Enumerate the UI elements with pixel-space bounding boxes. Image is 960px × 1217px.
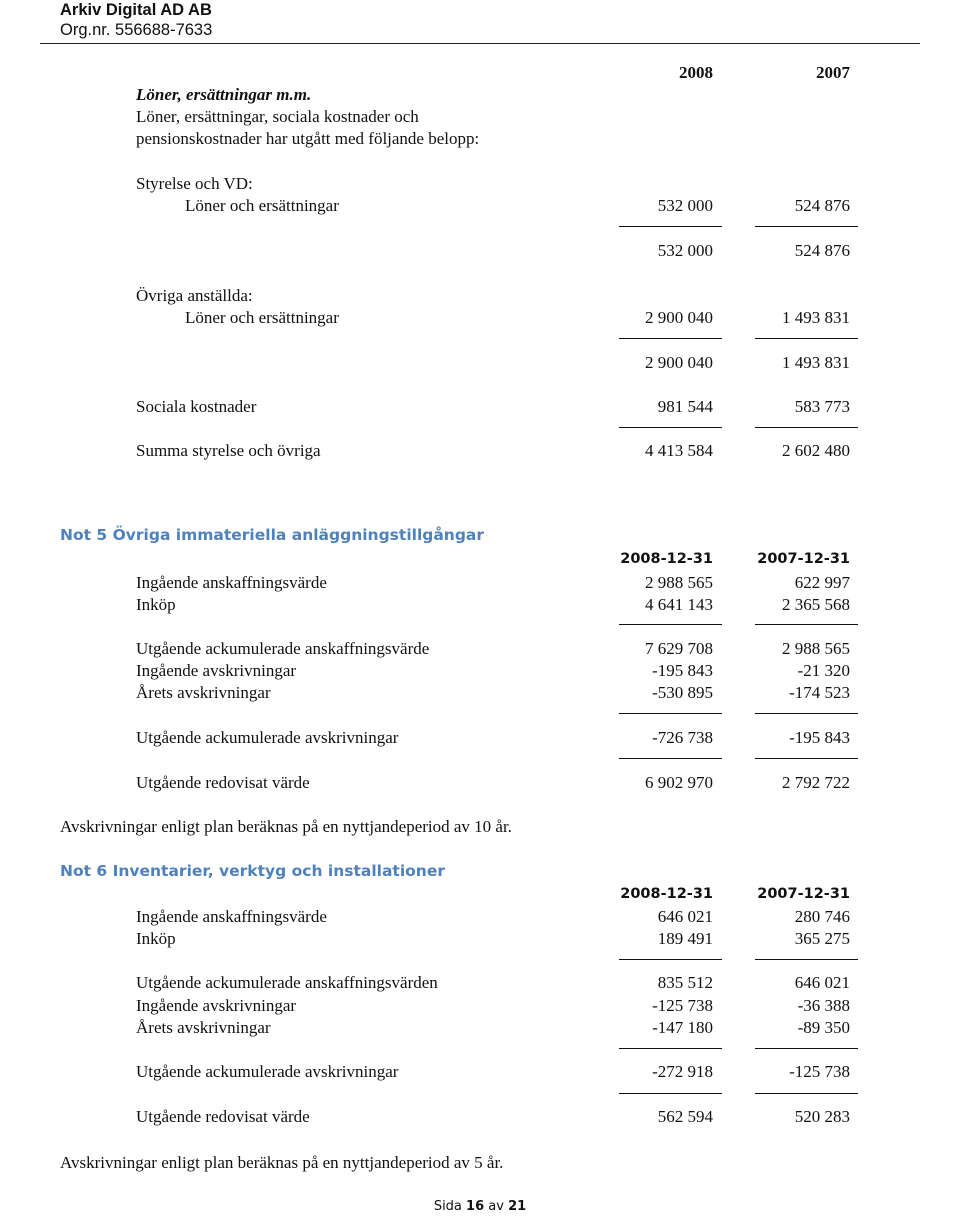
org-number: Org.nr. 556688-7633 [60,21,213,39]
table-row-label: Ingående anskaffningsvärde [136,573,327,592]
table-row-label: Utgående ackumulerade avskrivningar [136,728,399,747]
footer-page-prefix: Sida [433,1199,462,1214]
underline [755,427,858,428]
header-divider [40,43,920,44]
other-employees-label: Övriga anställda: [136,286,253,305]
table-cell: -174 523 [789,683,850,702]
underline [755,959,858,960]
note5-title: Not 5 Övriga immateriella anläggningstillgångar [60,526,485,544]
table-cell: -726 738 [652,728,713,747]
table-cell: -36 388 [797,996,850,1015]
board-wages-2008: 532 000 [657,196,713,215]
table-cell: 2 365 568 [782,595,850,614]
table-cell: -21 320 [797,661,850,680]
table-row-label: Ingående anskaffningsvärde [136,907,327,926]
table-cell: 835 512 [657,973,713,992]
note6-title: Not 6 Inventarier, verktyg och installationer [60,862,445,880]
underline [619,1093,722,1094]
board-sum-2008: 532 000 [657,241,713,260]
board-label: Styrelse och VD: [136,174,253,193]
table-row-label: Ingående avskrivningar [136,996,297,1015]
table-cell: -147 180 [652,1018,713,1037]
table-cell: 622 997 [794,573,850,592]
table-row-label: Utgående ackumulerade avskrivningar [136,1062,399,1081]
year-2008-header: 2008 [679,63,713,82]
other-wages-label: Löner och ersättningar [185,308,339,327]
table-cell: 646 021 [794,973,850,992]
table-cell: -195 843 [652,661,713,680]
table-row-label: Årets avskrivningar [136,683,271,702]
other-sum-2007: 1 493 831 [782,353,850,372]
table-cell: 646 021 [657,907,713,926]
social-costs-2008: 981 544 [657,397,713,416]
underline [619,1048,722,1049]
underline [755,758,858,759]
note6-date-2008: 2008-12-31 [620,886,713,902]
table-cell: -125 738 [789,1062,850,1081]
table-cell: -272 918 [652,1062,713,1081]
table-row-label: Ingående avskrivningar [136,661,297,680]
underline [755,226,858,227]
total-label: Summa styrelse och övriga [136,441,321,460]
total-2007: 2 602 480 [782,441,850,460]
footer-page-total: 21 [508,1199,527,1214]
table-cell: -89 350 [797,1018,850,1037]
board-sum-2007: 524 876 [794,241,850,260]
total-2008: 4 413 584 [645,441,713,460]
social-costs-label: Sociala kostnader [136,397,257,416]
underline [755,1093,858,1094]
underline [755,1048,858,1049]
table-cell: 7 629 708 [645,639,713,658]
table-cell: 2 792 722 [782,773,850,792]
underline [619,226,722,227]
table-cell: 365 275 [794,929,850,948]
underline [619,758,722,759]
table-row-label: Utgående redovisat värde [136,1107,310,1126]
other-wages-2008: 2 900 040 [645,308,713,327]
table-row-label: Årets avskrivningar [136,1018,271,1037]
table-cell: -125 738 [652,996,713,1015]
table-cell: 520 283 [794,1107,850,1126]
table-cell: 4 641 143 [645,595,713,614]
table-cell: 280 746 [794,907,850,926]
page-footer [0,1199,960,1214]
note6-date-2007: 2007-12-31 [757,886,850,902]
table-cell: 2 988 565 [782,639,850,658]
board-wages-label: Löner och ersättningar [185,196,339,215]
underline [755,624,858,625]
underline [619,338,722,339]
note6-depreciation-note: Avskrivningar enligt plan beräknas på en nyttjandeperiod av 5 år. [60,1153,504,1172]
wages-description-line1: Löner, ersättningar, sociala kostnader och [136,107,419,126]
table-row-label: Utgående ackumulerade anskaffningsvärde [136,639,430,658]
underline [619,427,722,428]
other-sum-2008: 2 900 040 [645,353,713,372]
table-cell: -195 843 [789,728,850,747]
year-2007-header: 2007 [816,63,850,82]
underline [619,713,722,714]
underline [755,338,858,339]
page-header [60,0,212,41]
table-cell: 2 988 565 [645,573,713,592]
footer-page-mid: av [488,1199,504,1214]
table-row-label: Inköp [136,929,176,948]
board-wages-2007: 524 876 [794,196,850,215]
wages-section-title: Löner, ersättningar m.m. [136,85,312,104]
social-costs-2007: 583 773 [794,397,850,416]
note5-date-2007: 2007-12-31 [757,551,850,567]
underline [755,713,858,714]
table-cell: 562 594 [657,1107,713,1126]
other-wages-2007: 1 493 831 [782,308,850,327]
table-row-label: Inköp [136,595,176,614]
note5-depreciation-note: Avskrivningar enligt plan beräknas på en nyttjandeperiod av 10 år. [60,817,512,836]
underline [619,624,722,625]
company-name: Arkiv Digital AD AB [60,1,212,19]
underline [619,959,722,960]
table-row-label: Utgående redovisat värde [136,773,310,792]
table-cell: 6 902 970 [645,773,713,792]
note5-date-2008: 2008-12-31 [620,551,713,567]
table-row-label: Utgående ackumulerade anskaffningsvärden [136,973,438,992]
wages-description-line2: pensionskostnader har utgått med följande belopp: [136,129,480,148]
table-cell: 189 491 [657,929,713,948]
footer-page-number: 16 [466,1199,485,1214]
table-cell: -530 895 [652,683,713,702]
